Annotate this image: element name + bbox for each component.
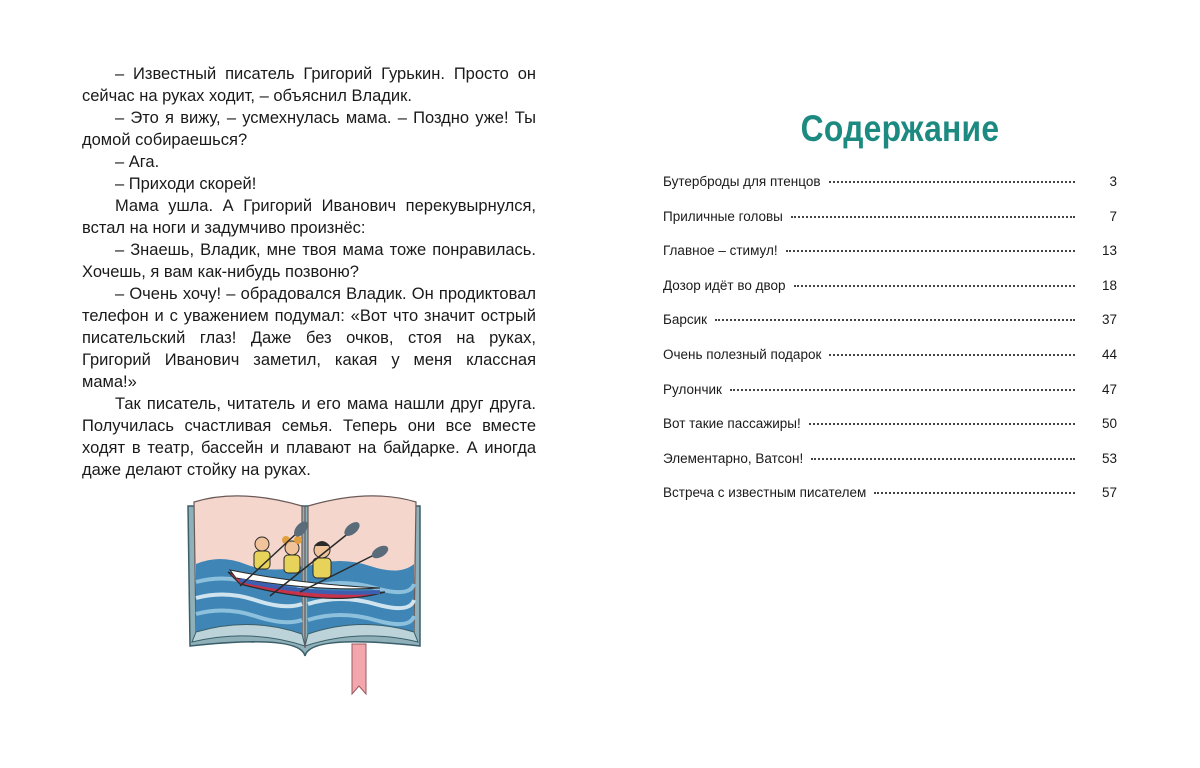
- toc-entry-page: 57: [1101, 485, 1117, 501]
- toc-dot-leader: [874, 492, 1075, 494]
- table-of-contents: [663, 174, 1117, 520]
- toc-entry[interactable]: [663, 485, 1117, 520]
- toc-entry-page: 37: [1101, 312, 1117, 328]
- toc-title: Содержание: [800, 108, 1000, 149]
- story-text: [82, 63, 536, 481]
- toc-entry-page: 18: [1101, 277, 1117, 293]
- toc-entry-title: Рулончик: [663, 381, 722, 397]
- toc-dot-leader: [809, 423, 1075, 425]
- book-kayak-illustration: [180, 484, 430, 699]
- toc-entry-title: Бутерброды для птенцов: [663, 174, 821, 189]
- toc-entry-page: 47: [1101, 381, 1117, 397]
- toc-entry-page: 50: [1101, 416, 1117, 432]
- toc-entry-page: 3: [1109, 174, 1117, 189]
- toc-entry-page: 7: [1109, 208, 1117, 224]
- toc-dot-leader: [829, 354, 1075, 356]
- toc-entry-title: Очень полезный подарок: [663, 346, 822, 362]
- story-paragraph: Так писатель, читатель и его мама нашли друг друга. Получилась счастливая семья. Теперь они все вместе ходят в театр, бассейн и плавают на байдарке. А иногда даже делают стойку на руках.: [82, 395, 536, 479]
- toc-entry[interactable]: [663, 416, 1117, 451]
- toc-entry[interactable]: [663, 209, 1117, 244]
- toc-entry-page: 53: [1101, 450, 1117, 466]
- story-paragraph: – Это я вижу, – усмехнулась мама. – Поздно уже! Ты домой собираешься?: [82, 109, 536, 149]
- toc-entry-page: 44: [1101, 346, 1117, 362]
- toc-entry-page: 13: [1101, 243, 1117, 259]
- story-paragraph: Мама ушла. А Григорий Иванович перекувырнулся, встал на ноги и задумчиво произнёс:: [82, 197, 536, 237]
- story-paragraph: – Ага.: [115, 153, 160, 171]
- toc-entry-title: Элементарно, Ватсон!: [663, 450, 804, 466]
- toc-entry[interactable]: [663, 278, 1117, 313]
- toc-entry-title: Приличные головы: [663, 208, 783, 224]
- toc-entry[interactable]: [663, 382, 1117, 417]
- toc-entry-title: Встреча с известным писателем: [663, 485, 867, 501]
- story-paragraph: – Приходи скорей!: [115, 175, 257, 193]
- toc-entry[interactable]: [663, 174, 1117, 209]
- toc-dot-leader: [811, 458, 1075, 460]
- toc-dot-leader: [791, 216, 1075, 218]
- toc-dot-leader: [829, 181, 1075, 183]
- toc-entry-title: Главное – стимул!: [663, 243, 778, 259]
- toc-entry[interactable]: [663, 451, 1117, 486]
- toc-entry[interactable]: [663, 243, 1117, 278]
- toc-dot-leader: [786, 250, 1075, 252]
- toc-entry-title: Барсик: [663, 312, 708, 328]
- toc-dot-leader: [794, 285, 1075, 287]
- story-paragraph: – Знаешь, Владик, мне твоя мама тоже понравилась. Хочешь, я вам как-нибудь позвоню?: [82, 241, 536, 281]
- toc-entry[interactable]: [663, 347, 1117, 382]
- toc-entry-title: Дозор идёт во двор: [663, 277, 786, 293]
- toc-dot-leader: [730, 389, 1075, 391]
- story-paragraph: – Очень хочу! – обрадовался Владик. Он продиктовал телефон и с уважением подумал: «Вот что значит острый писательский глаз! Даже без очков, стоя на руках, Григорий Иванович заметил, какая у меня классная мама!»: [82, 285, 536, 391]
- toc-entry-title: Вот такие пассажиры!: [663, 416, 801, 432]
- toc-entry[interactable]: [663, 312, 1117, 347]
- story-paragraph: – Известный писатель Григорий Гурькин. Просто он сейчас на руках ходит, – объяснил Владик.: [82, 65, 536, 105]
- right-page: [600, 0, 1200, 768]
- toc-dot-leader: [715, 319, 1075, 321]
